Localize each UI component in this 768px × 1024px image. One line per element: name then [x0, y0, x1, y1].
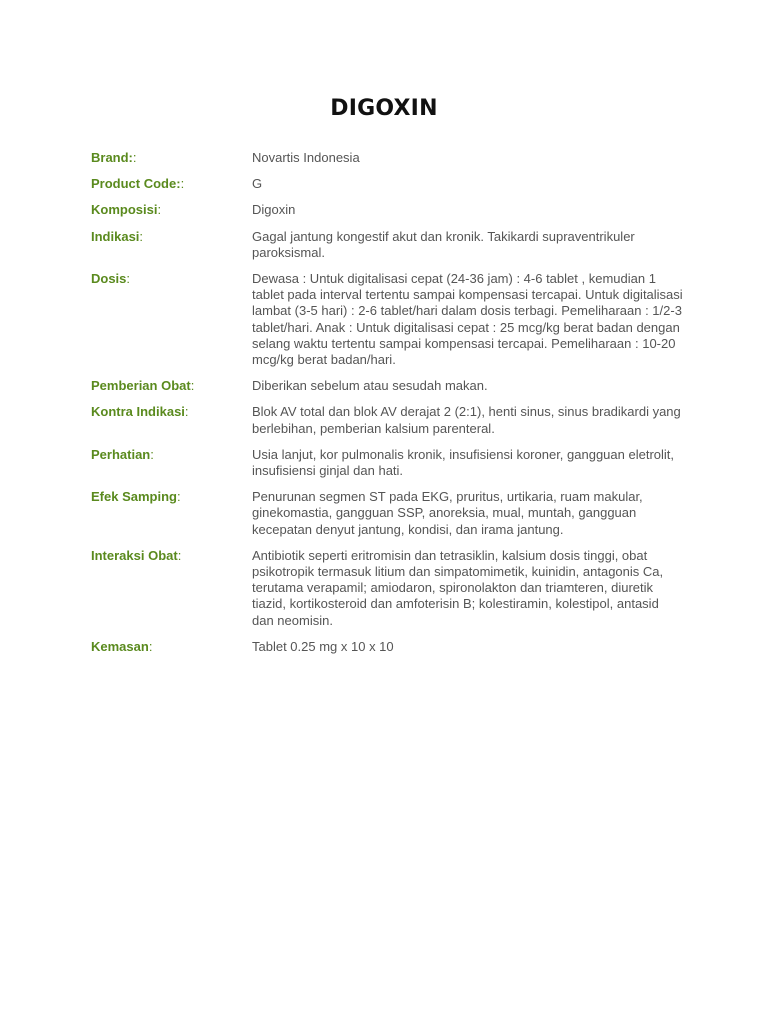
field-label: Kontra Indikasi:	[91, 404, 189, 420]
row-kemasan	[91, 639, 691, 655]
row-perhatian	[91, 447, 691, 479]
field-value: Diberikan sebelum atau sesudah makan.	[252, 378, 488, 394]
row-komposisi	[91, 202, 691, 218]
row-brand	[91, 150, 691, 166]
field-value: Novartis Indonesia	[252, 150, 360, 165]
field-label: Kemasan:	[91, 638, 153, 654]
field-value: Gagal jantung kongestif akut dan kronik. Takikardi supraventrikuler paroksismal.	[252, 228, 635, 260]
row-product-code	[91, 176, 691, 192]
field-label: Dosis:	[91, 271, 131, 287]
field-value: G	[252, 176, 263, 192]
field-value: Penurunan segmen ST pada EKG, pruritus, urtikaria, ruam makular, ginekomastia, gangguan SSP, anoreksia, mual, muntah, gangguan kecepatan denyut jantung, kondisi, dan irama jantung.	[252, 489, 643, 537]
row-efek-samping	[91, 489, 691, 538]
field-label: Brand::	[91, 150, 137, 165]
row-indikasi	[91, 229, 691, 261]
field-value: Dewasa : Untuk digitalisasi cepat (24-36 jam) : 4-6 tablet , kemudian 1 tablet pada interval tertentu sampai kompensasi tercapai. Untuk digitalisasi lambat (3-5 hari) : 2-6 tablet/hari dalam dosis terbagi. Pemeliharaan : 1/2-3 tablet/hari. Anak : Untuk digitalisasi cepat : 25 mcg/kg berat badan dengan selang waktu tertentu sampai kompensasi tercapai. Pemeliharaan : 10-20 mcg/kg berat badan/hari.	[252, 271, 683, 368]
product-info-list	[91, 150, 691, 665]
row-interaksi-obat	[91, 548, 691, 629]
row-dosis	[91, 271, 691, 368]
field-label: Interaksi Obat:	[91, 547, 182, 563]
field-value: Tablet 0.25 mg x 10 x 10	[252, 638, 394, 654]
field-value: Usia lanjut, kor pulmonalis kronik, insufisiensi koroner, gangguan eletrolit, insufisiensi ginjal dan hati.	[252, 446, 674, 479]
field-label: Product Code::	[91, 176, 185, 192]
field-label: Komposisi:	[91, 202, 162, 218]
field-value: Antibiotik seperti eritromisin dan tetrasiklin, kalsium dosis tinggi, obat psikotropik termasuk litium dan simpatomimetik, kuinidin, antagonis Ca, terutama verapamil; amiodaron, spironolakton dan triamteren, diuretik tiazid, kortikosteroid dan amfoterisin B; kolestiramin, kolestipol, antasid dan neomisin.	[252, 547, 664, 628]
row-kontra-indikasi	[91, 404, 691, 436]
field-label: Indikasi:	[91, 228, 144, 244]
field-label: Perhatian:	[91, 446, 154, 462]
field-label: Pemberian Obat:	[91, 378, 195, 394]
field-value: Blok AV total dan blok AV derajat 2 (2:1), henti sinus, sinus bradikardi yang berlebihan, pemberian kalsium parenteral.	[252, 404, 681, 436]
row-pemberian-obat	[91, 378, 691, 394]
page-title: DIGOXIN	[330, 96, 438, 121]
field-value: Digoxin	[252, 202, 296, 218]
field-label: Efek Samping:	[91, 489, 181, 505]
